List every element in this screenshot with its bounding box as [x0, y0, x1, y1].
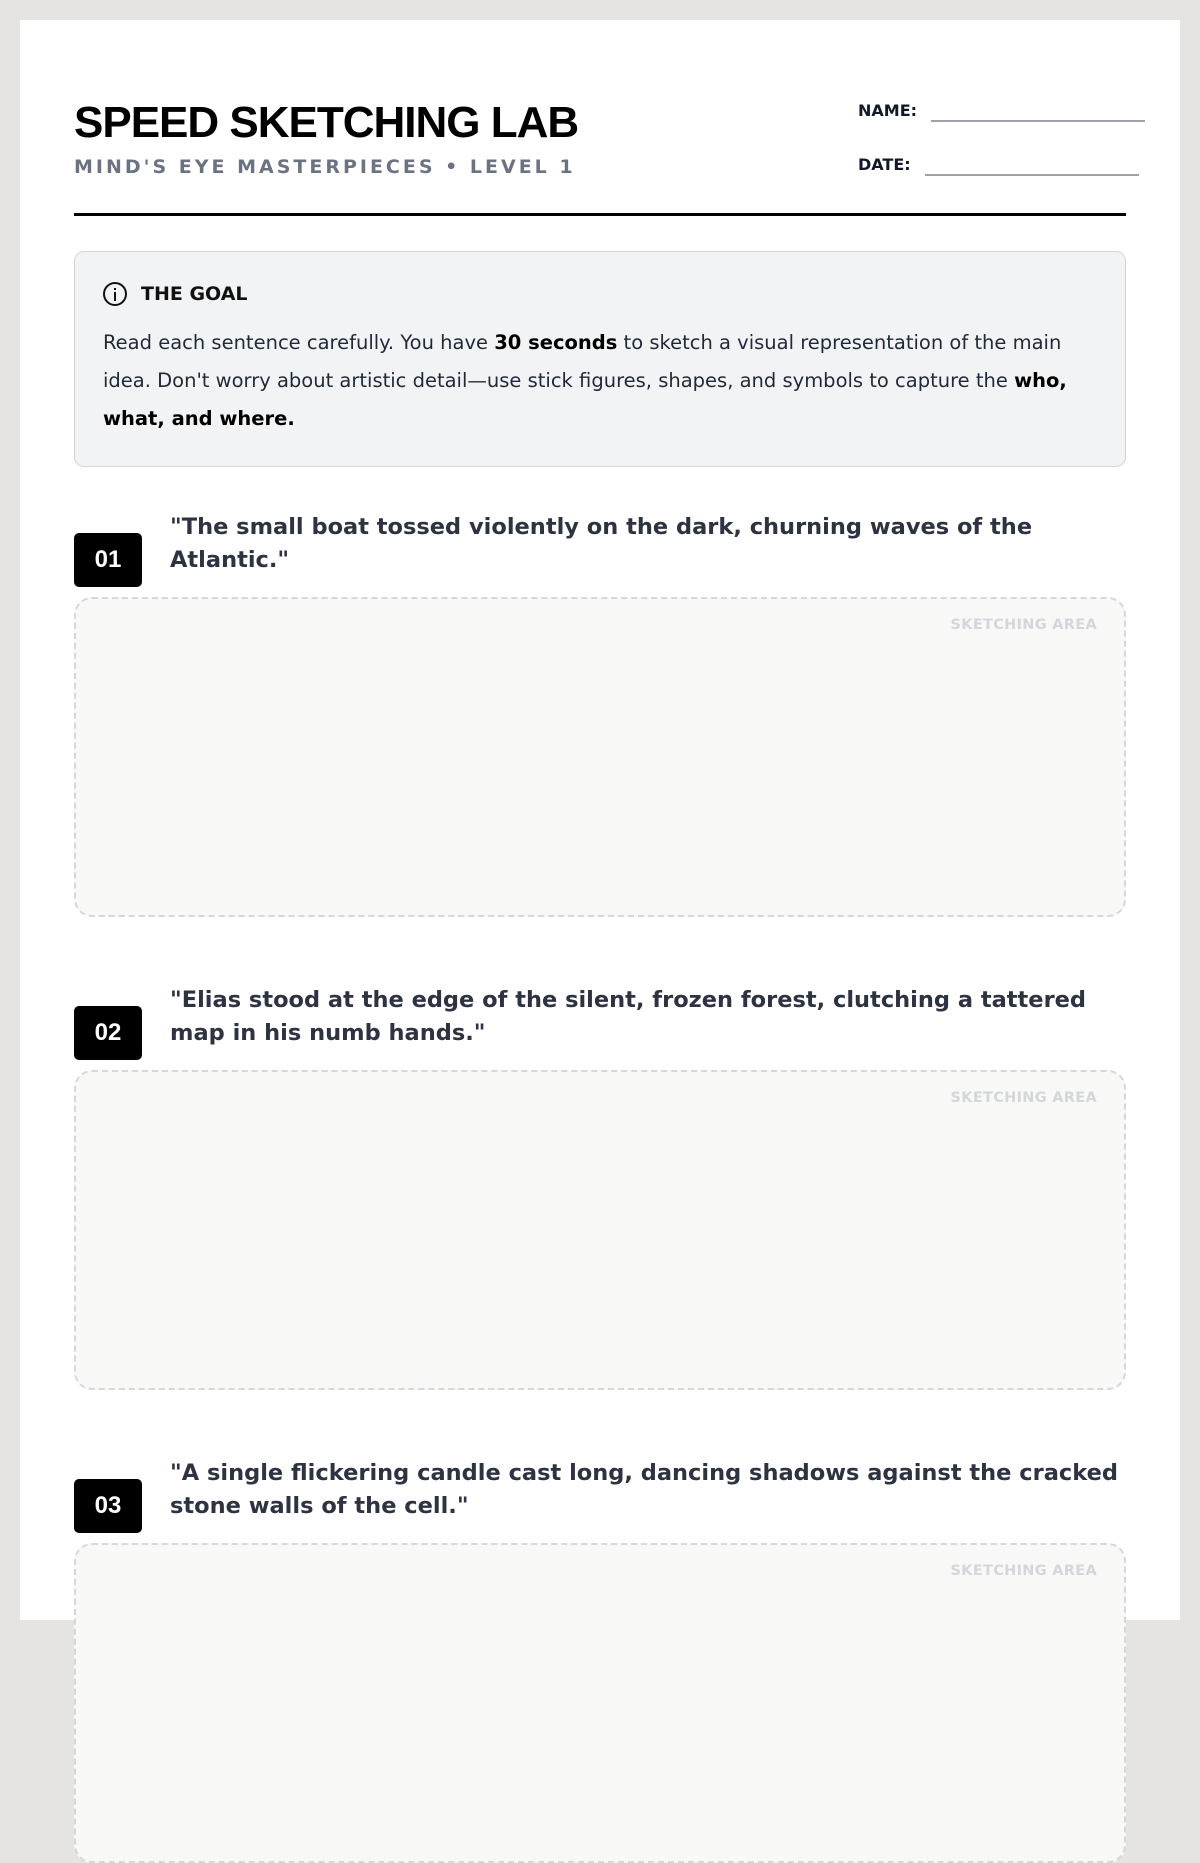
prompt-sentence: "A single flickering candle cast long, dancing shadows against the cracked stone walls of the cell."	[170, 1460, 1118, 1519]
worksheet-page	[20, 20, 1180, 1620]
name-input-line[interactable]	[931, 100, 1145, 122]
prompt-number-badge: 03	[74, 1479, 142, 1533]
goal-bold-1: 30 seconds	[494, 331, 618, 354]
goal-box	[74, 251, 1126, 467]
prompt-number-badge: 02	[74, 1006, 142, 1060]
goal-text-2: to sketch a visual representation of the main idea. Don't worry about artistic detail—use stick figures, shapes, and symbols to capture the	[103, 331, 1062, 392]
name-field	[858, 100, 1145, 122]
sketching-area[interactable]	[74, 1070, 1126, 1390]
page-title: SPEED SKETCHING LAB	[74, 98, 579, 147]
info-icon	[103, 282, 127, 306]
page-subtitle: MIND'S EYE MASTERPIECES • LEVEL 1	[74, 156, 576, 178]
goal-bold-2: who, what, and where.	[103, 369, 1067, 430]
name-label: NAME:	[858, 101, 918, 120]
sketching-area-label: SKETCHING AREA	[950, 1563, 1097, 1579]
date-label: DATE:	[858, 155, 911, 174]
sketching-area[interactable]	[74, 1543, 1126, 1863]
sketching-area[interactable]	[74, 597, 1126, 917]
goal-text-1: Read each sentence carefully. You have	[103, 331, 495, 354]
date-input-line[interactable]	[925, 154, 1139, 176]
sketching-area-label: SKETCHING AREA	[950, 617, 1097, 633]
prompt-sentence: "The small boat tossed violently on the dark, churning waves of the Atlantic."	[170, 514, 1033, 573]
goal-title: THE GOAL	[141, 283, 248, 305]
prompt-number-badge: 01	[74, 533, 142, 587]
prompt-sentence: "Elias stood at the edge of the silent, frozen forest, clutching a tattered map in his numb hands."	[170, 987, 1087, 1046]
goal-instructions	[103, 324, 1097, 438]
goal-heading	[103, 280, 1097, 308]
sketching-area-label: SKETCHING AREA	[950, 1090, 1097, 1106]
date-field	[858, 154, 1139, 176]
worksheet-header	[74, 80, 1126, 216]
